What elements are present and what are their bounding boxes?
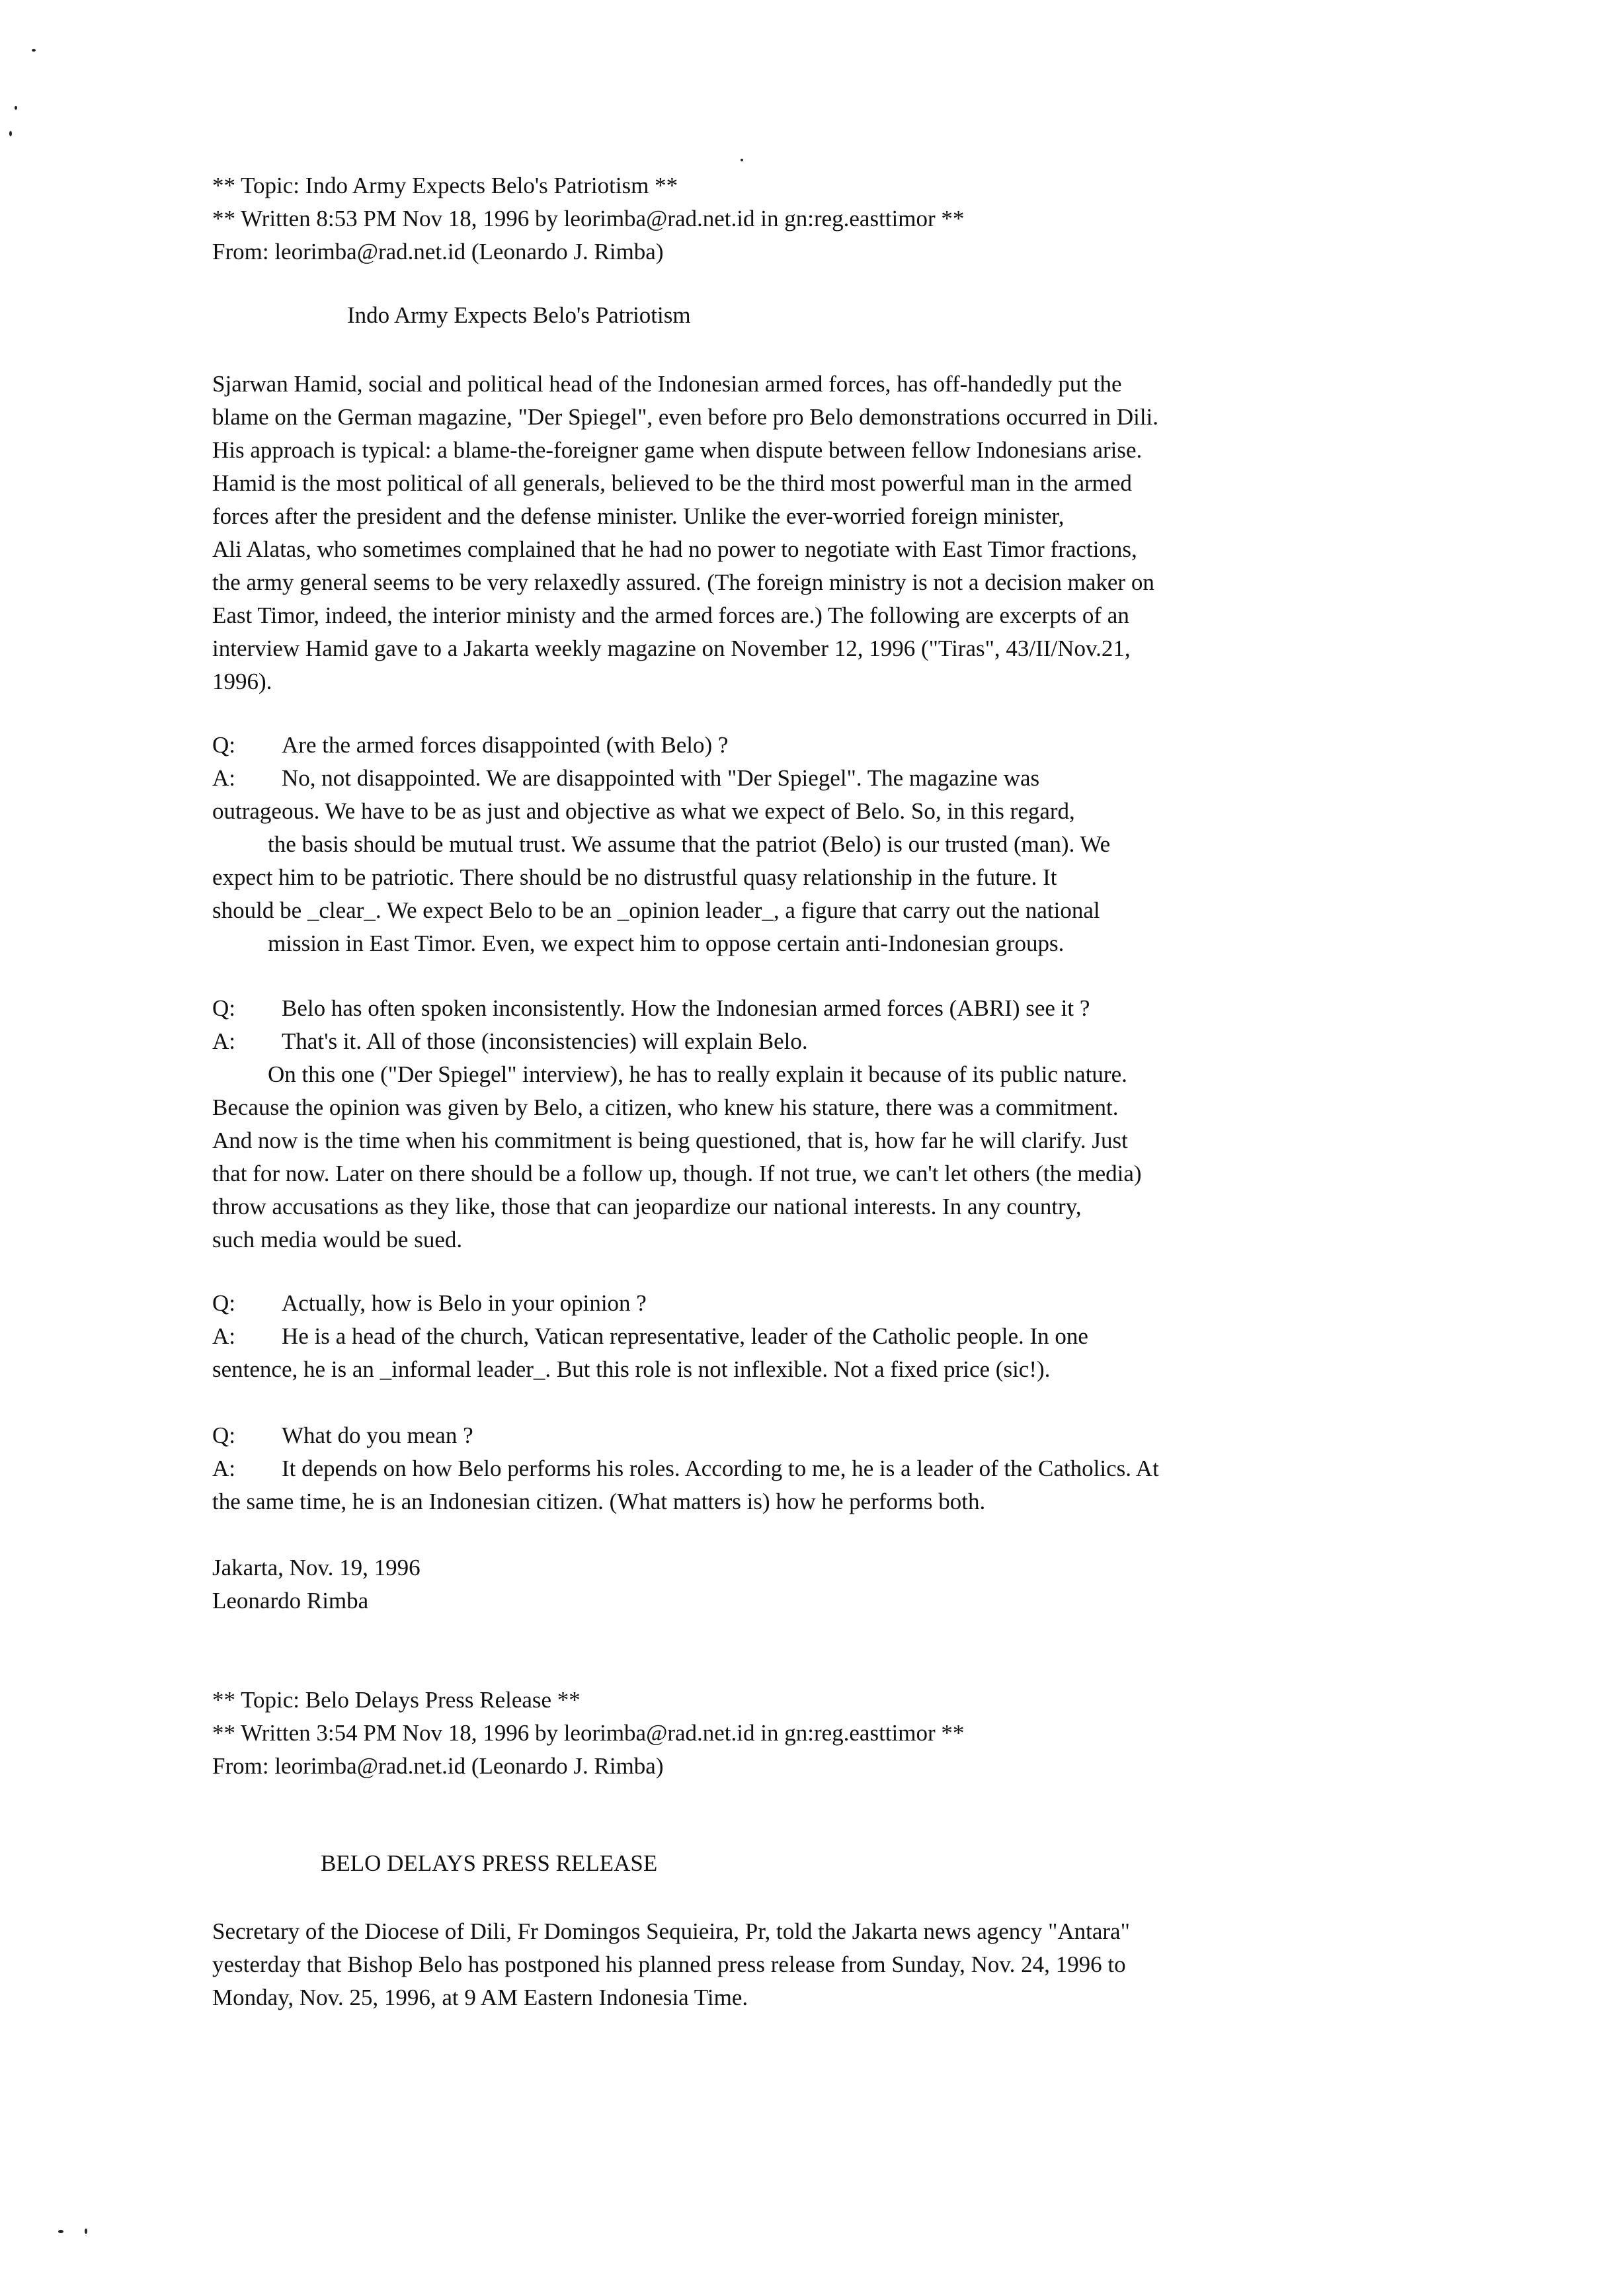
qa-text: He is a head of the church, Vatican representative, leader of the Catholic people. In one: [282, 1323, 1088, 1349]
article2-title: BELO DELAYS PRESS RELEASE: [321, 1850, 658, 1876]
qa-label: Q:: [212, 1290, 235, 1316]
qa-line: [212, 992, 1402, 1025]
scan-speck: [9, 131, 12, 136]
qa-text: sentence, he is an _informal leader_. But this role is not inflexible. Not a fixed price (sic!).: [212, 1356, 1051, 1382]
intro-line: East Timor, indeed, the interior ministy and the armed forces are.) The following are excerpts of an: [212, 602, 1129, 628]
intro-line: 1996).: [212, 669, 272, 694]
article2-body: [212, 1915, 1402, 2014]
qa-text: No, not disappointed. We are disappointed with "Der Spiegel". The magazine was: [282, 765, 1040, 791]
qa-text: such media would be sued.: [212, 1227, 463, 1252]
article2-header: [212, 1684, 1402, 1783]
qa-line: [212, 795, 1402, 828]
topic-line: ** Topic: Indo Army Expects Belo's Patriotism **: [212, 173, 678, 198]
scan-speck: [741, 159, 743, 161]
qa-line: [212, 1190, 1402, 1223]
qa-text: That's it. All of those (inconsistencies) will explain Belo.: [282, 1028, 808, 1054]
qa-line: [212, 1485, 1402, 1518]
scan-speck: [15, 106, 17, 110]
qa-block-4: [212, 1419, 1402, 1518]
written-line: ** Written 3:54 PM Nov 18, 1996 by leorimba@rad.net.id in gn:reg.easttimor **: [212, 1720, 965, 1746]
intro-line: Ali Alatas, who sometimes complained that he had no power to negotiate with East Timor fractions,: [212, 536, 1137, 562]
qa-line: [212, 1419, 1402, 1452]
qa-text: Belo has often spoken inconsistently. How the Indonesian armed forces (ABRI) see it ?: [282, 995, 1090, 1021]
qa-label: A:: [212, 1456, 235, 1481]
scan-speck: [32, 49, 36, 52]
qa-line: [212, 828, 1402, 861]
qa-line: [212, 861, 1402, 894]
article1-intro: [212, 368, 1402, 698]
qa-line: [212, 729, 1402, 762]
from-line: From: leorimba@rad.net.id (Leonardo J. Rimba): [212, 239, 664, 265]
qa-text: On this one ("Der Spiegel" interview), he has to really explain it because of its public nature.: [268, 1061, 1127, 1087]
qa-block-3: [212, 1287, 1402, 1386]
intro-line: His approach is typical: a blame-the-foreigner game when dispute between fellow Indonesians arise.: [212, 437, 1143, 463]
qa-line: [212, 894, 1402, 927]
intro-line: Hamid is the most political of all generals, believed to be the third most powerful man in the armed: [212, 470, 1132, 496]
qa-text: the basis should be mutual trust. We assume that the patriot (Belo) is our trusted (man). We: [268, 831, 1111, 857]
qa-text: Because the opinion was given by Belo, a citizen, who knew his stature, there was a commitment.: [212, 1094, 1119, 1120]
intro-line: the army general seems to be very relaxedly assured. (The foreign ministry is not a decision maker on: [212, 569, 1154, 595]
qa-line: [212, 1223, 1402, 1256]
qa-label: A:: [212, 765, 235, 791]
from-line: From: leorimba@rad.net.id (Leonardo J. Rimba): [212, 1753, 664, 1779]
signoff-place-date: Jakarta, Nov. 19, 1996: [212, 1555, 421, 1580]
qa-line: [212, 927, 1402, 960]
qa-line: [212, 1091, 1402, 1124]
qa-text: the same time, he is an Indonesian citizen. (What matters is) how he performs both.: [212, 1489, 986, 1514]
qa-text: Actually, how is Belo in your opinion ?: [282, 1290, 647, 1316]
topic-line: ** Topic: Belo Delays Press Release **: [212, 1687, 581, 1713]
qa-line: [212, 1025, 1402, 1058]
signoff-author: Leonardo Rimba: [212, 1588, 369, 1614]
qa-line: [212, 1353, 1402, 1386]
qa-line: [212, 1287, 1402, 1320]
qa-label: Q:: [212, 995, 235, 1021]
body-line: yesterday that Bishop Belo has postponed his planned press release from Sunday, Nov. 24, 1996 to: [212, 1951, 1126, 1977]
qa-line: [212, 1124, 1402, 1157]
signoff: [212, 1551, 1402, 1618]
qa-text: outrageous. We have to be as just and objective as what we expect of Belo. So, in this regard,: [212, 798, 1075, 824]
qa-text: It depends on how Belo performs his roles. According to me, he is a leader of the Catholics. At: [282, 1456, 1159, 1481]
qa-text: And now is the time when his commitment is being questioned, that is, how far he will clarify. Just: [212, 1128, 1128, 1153]
scan-speck: [58, 2230, 63, 2233]
qa-label: Q:: [212, 732, 235, 758]
qa-block-2: [212, 992, 1402, 1256]
qa-line: [212, 1058, 1402, 1091]
qa-block-1: [212, 729, 1402, 960]
body-line: Secretary of the Diocese of Dili, Fr Domingos Sequieira, Pr, told the Jakarta news agency "Antara": [212, 1918, 1130, 1944]
body-line: Monday, Nov. 25, 1996, at 9 AM Eastern Indonesia Time.: [212, 1985, 748, 2010]
article1-title: Indo Army Expects Belo's Patriotism: [347, 302, 691, 328]
qa-text: What do you mean ?: [282, 1422, 473, 1448]
qa-text: that for now. Later on there should be a follow up, though. If not true, we can't let others (the media): [212, 1161, 1142, 1186]
qa-label: Q:: [212, 1422, 235, 1448]
intro-line: Sjarwan Hamid, social and political head of the Indonesian armed forces, has off-handedly put the: [212, 371, 1122, 397]
qa-line: [212, 1452, 1402, 1485]
qa-text: Are the armed forces disappointed (with Belo) ?: [282, 732, 729, 758]
qa-text: mission in East Timor. Even, we expect him to oppose certain anti-Indonesian groups.: [268, 930, 1065, 956]
intro-line: forces after the president and the defense minister. Unlike the ever-worried foreign minister,: [212, 503, 1065, 529]
written-line: ** Written 8:53 PM Nov 18, 1996 by leorimba@rad.net.id in gn:reg.easttimor **: [212, 206, 965, 231]
qa-line: [212, 762, 1402, 795]
qa-line: [212, 1157, 1402, 1190]
intro-line: blame on the German magazine, "Der Spiegel", even before pro Belo demonstrations occurred in Dili.: [212, 404, 1159, 430]
intro-line: interview Hamid gave to a Jakarta weekly magazine on November 12, 1996 ("Tiras", 43/II/Nov.21,: [212, 636, 1131, 661]
qa-text: throw accusations as they like, those that can jeopardize our national interests. In any country,: [212, 1194, 1082, 1219]
scan-speck: [85, 2229, 87, 2234]
article1-header: [212, 169, 1402, 268]
qa-text: expect him to be patriotic. There should be no distrustful quasy relationship in the future. It: [212, 864, 1057, 890]
qa-text: should be _clear_. We expect Belo to be an _opinion leader_, a figure that carry out the national: [212, 897, 1100, 923]
qa-label: A:: [212, 1323, 235, 1349]
qa-label: A:: [212, 1028, 235, 1054]
qa-line: [212, 1320, 1402, 1353]
